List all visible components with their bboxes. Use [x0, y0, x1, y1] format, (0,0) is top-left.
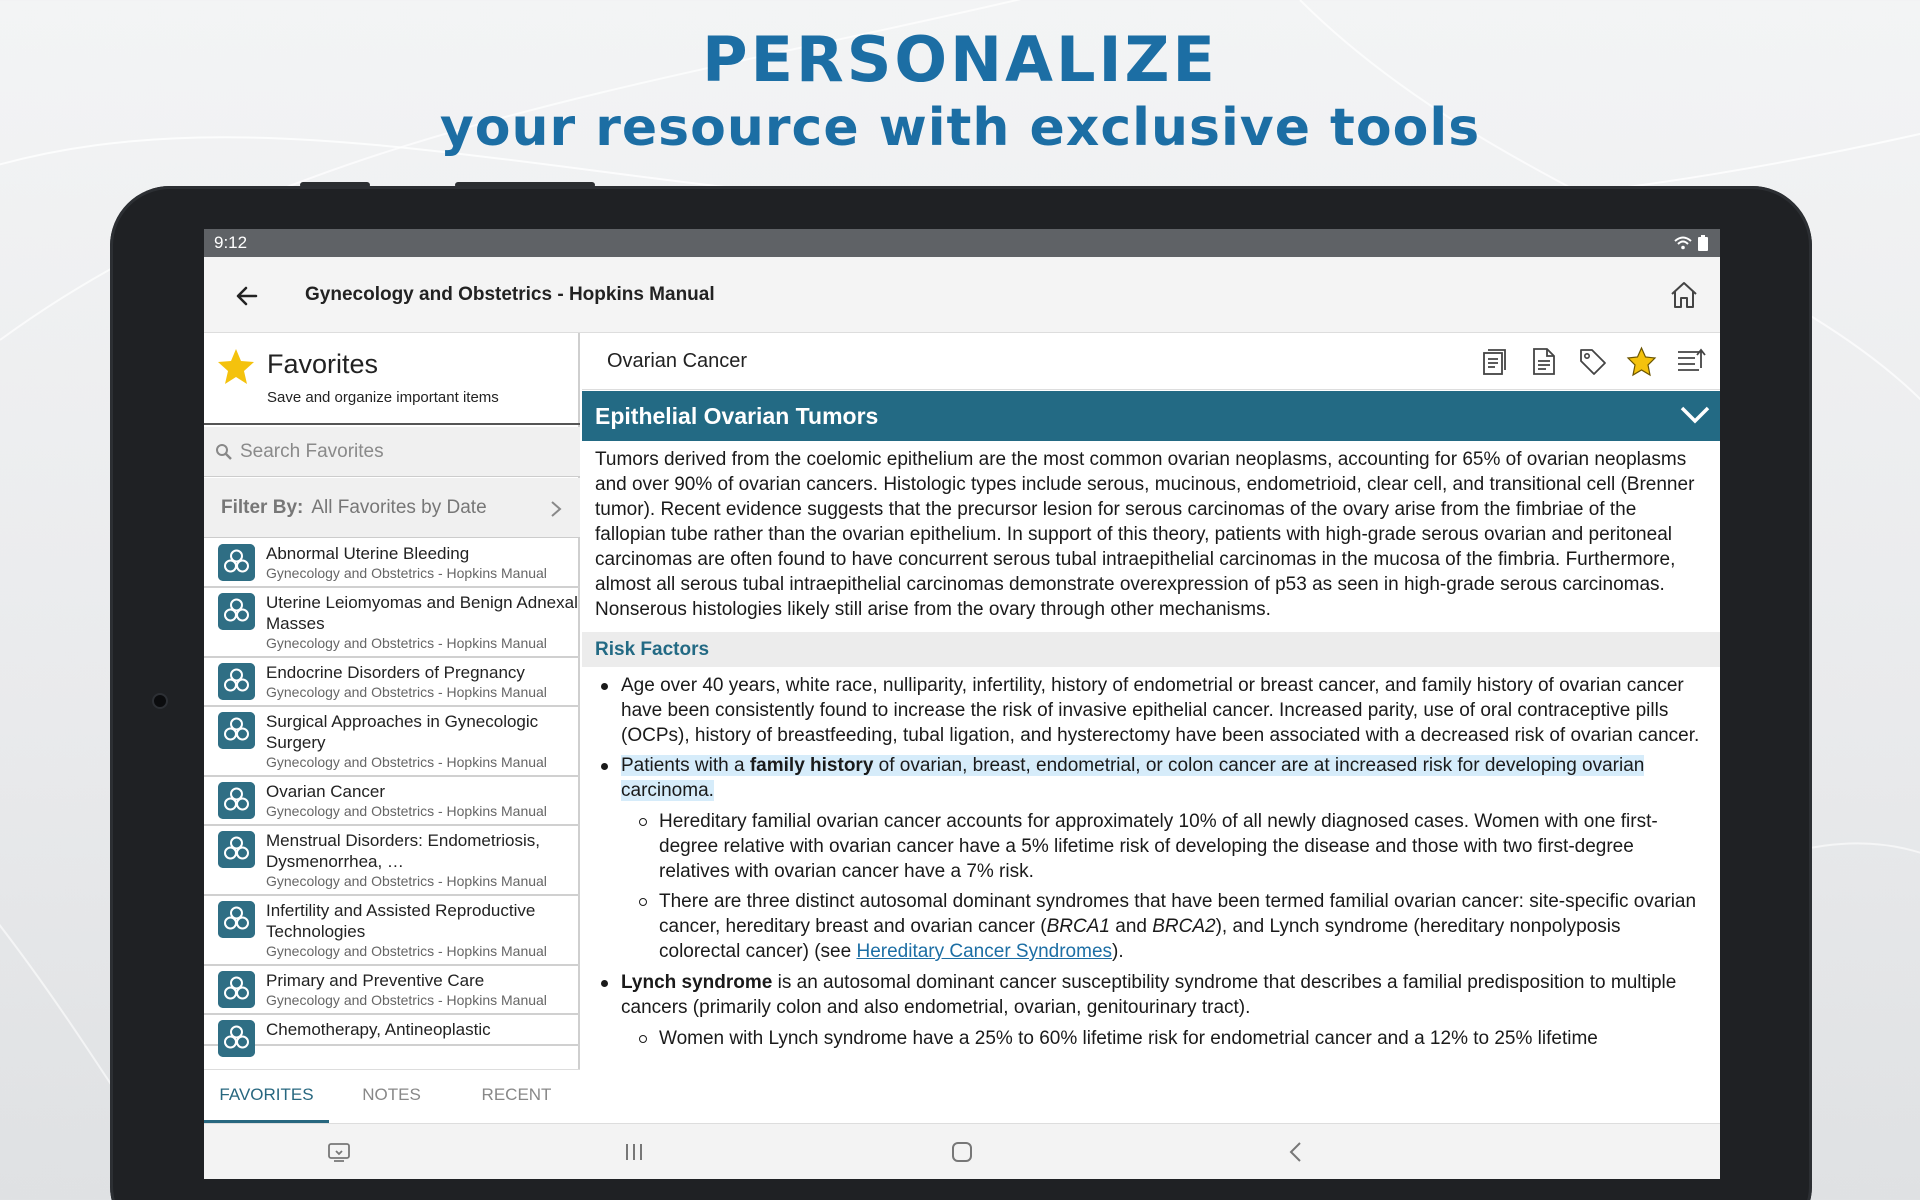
content-type-icon — [218, 971, 255, 1008]
list-item[interactable] — [204, 896, 580, 966]
section-header[interactable] — [582, 391, 1720, 441]
lynch-sublist — [621, 1026, 1704, 1051]
list-item-title: Menstrual Disorders: Endometriosis, Dysmenorrhea, … — [266, 831, 540, 871]
back-nav-icon[interactable] — [1284, 1140, 1308, 1164]
list-item-source: Gynecology and Obstetrics - Hopkins Manual — [266, 684, 547, 700]
list-item-source: Gynecology and Obstetrics - Hopkins Manual — [266, 873, 547, 889]
syndromes-and: and — [1109, 916, 1153, 937]
bullet2-pre: Patients with a — [621, 755, 750, 776]
search-icon — [215, 443, 233, 461]
list-item-source: Gynecology and Obstetrics - Hopkins Manual — [266, 565, 547, 581]
bullet2-post: of ovarian, breast, endometrial, or colon cancer are at increased risk for developing ovarian carcinoma. — [621, 755, 1645, 801]
status-bar — [204, 229, 1720, 257]
content-type-icon — [218, 712, 255, 749]
list-item-title: Primary and Preventive Care — [266, 971, 485, 990]
list-item[interactable] — [204, 658, 580, 707]
favorites-list — [204, 539, 580, 1069]
content-header — [582, 333, 1720, 390]
tablet-camera — [152, 693, 168, 709]
home-nav-icon[interactable] — [950, 1140, 974, 1164]
star-icon — [216, 347, 256, 387]
tab-favorites[interactable]: FAVORITES — [204, 1070, 329, 1124]
favorite-star-icon[interactable] — [1626, 346, 1657, 377]
system-nav-bar — [204, 1123, 1720, 1179]
filter-selector[interactable] — [204, 478, 580, 538]
topic-title: Ovarian Cancer — [607, 350, 748, 372]
brca1-term: BRCA1 — [1046, 916, 1110, 937]
promo-heading — [0, 24, 1920, 160]
back-arrow-icon[interactable] — [232, 281, 262, 311]
hereditary-cancer-syndromes-link[interactable]: Hereditary Cancer Syndromes — [856, 941, 1113, 962]
search-placeholder: Search Favorites — [240, 441, 384, 462]
list-item-title: Surgical Approaches in Gynecologic Surgery — [266, 712, 539, 752]
content-type-icon — [218, 901, 255, 938]
article-body — [582, 441, 1720, 1057]
app-bar — [204, 257, 1720, 333]
brca2-term: BRCA2 — [1152, 916, 1216, 937]
filter-value: All Favorites by Date — [311, 497, 487, 518]
content-type-icon — [218, 544, 255, 581]
battery-icon — [1698, 235, 1708, 251]
lynch-syndrome-term: Lynch syndrome — [621, 972, 773, 993]
list-item-source: Gynecology and Obstetrics - Hopkins Manual — [266, 635, 547, 651]
home-icon[interactable] — [1668, 279, 1700, 311]
hereditary-bullet: Hereditary familial ovarian cancer accounts for approximately 10% of all newly diagnosed cases. Women with one first-degree relative with ovarian cancer have a 5% lifetime risk of developing the disease and those with two first-degree relatives with ovarian cancer have a 7% risk. — [621, 809, 1704, 884]
chevron-right-icon — [550, 500, 562, 518]
lynch-risk-bullet: Women with Lynch syndrome have a 25% to 60% lifetime risk for endometrial cancer and a 12% to 25% lifetime — [621, 1026, 1704, 1051]
promo-subline: your resource with exclusive tools — [439, 98, 1481, 158]
status-time: 9:12 — [214, 233, 248, 252]
list-item[interactable] — [204, 777, 580, 826]
highlighted-text[interactable] — [621, 755, 1644, 801]
list-item-title: Endocrine Disorders of Pregnancy — [266, 663, 525, 682]
content-panel — [582, 333, 1720, 1123]
note-icon[interactable] — [1528, 346, 1559, 377]
list-item[interactable] — [204, 826, 580, 896]
syndromes-text-b: ), and Lynch syndrome (hereditary nonpolyposis colorectal cancer) (see — [659, 916, 1621, 962]
tab-recent[interactable]: RECENT — [481, 1085, 552, 1104]
content-type-icon — [218, 1020, 255, 1057]
list-item-source: Gynecology and Obstetrics - Hopkins Manual — [266, 943, 547, 959]
list-item-title: Uterine Leiomyomas and Benign Adnexal Masses — [266, 593, 578, 633]
list-item-title: Ovarian Cancer — [266, 782, 386, 801]
tag-icon[interactable] — [1577, 346, 1608, 377]
favorites-header — [204, 333, 580, 425]
table-of-contents-icon[interactable] — [1675, 346, 1706, 377]
list-item[interactable] — [204, 1015, 580, 1046]
bottom-tabs — [204, 1069, 580, 1123]
lynch-text: is an autosomal dominant cancer susceptibility syndrome that describes a familial predisposition to multiple cancers (primarily colon and also endometrial, ovarian, genitourinary tract). — [621, 972, 1677, 1018]
content-type-icon — [218, 663, 255, 700]
syndromes-text-c: ). — [1112, 941, 1124, 962]
intro-paragraph: Tumors derived from the coelomic epithelium are the most common ovarian neoplasms, accounting for 65% of ovarian neoplasms and over 90% of ovarian cancers. Histologic types include serous, mucinous, endometrioid, clear cell, and transitional cell (Brenner tumor). Recent evidence suggests that the precursor lesion for serous carcinomas of the ovary arise from the fimbriae of the fallopian tube rather than the ovarian epithelium. In support of this theory, patients with high-grade serous ovarian and peritoneal carcinomas are often found to have concurrent serous tubal intraepithelial carcinomas in the mucosa of the fimbria. Furthermore, almost all serous tubal intraepithelial carcinomas demonstrate overexpression of p53 as seen in high-grade serous carcinomas. Nonserous histologies likely still arise from the ovary through other mechanisms. — [595, 449, 1695, 620]
content-toolbar — [1479, 346, 1706, 377]
content-type-icon — [218, 831, 255, 868]
risk-factors-list — [595, 673, 1704, 1051]
family-history-sublist — [621, 809, 1704, 964]
risk-factors-heading: Risk Factors — [582, 632, 1720, 667]
risk-bullet-lynch — [595, 970, 1704, 1051]
list-item[interactable] — [204, 966, 580, 1015]
collapse-chevron-icon[interactable] — [1680, 405, 1710, 425]
tab-notes[interactable]: NOTES — [362, 1085, 421, 1104]
risk-bullet-family-history — [595, 753, 1704, 964]
family-history-term: family history — [749, 755, 874, 776]
app-title: Gynecology and Obstetrics - Hopkins Manual — [305, 284, 715, 305]
syndromes-text-a: There are three distinct autosomal dominant syndromes that have been termed familial ovarian cancer: site-specific ovarian cancer, hereditary breast and ovarian cancer ( — [659, 891, 1697, 937]
favorites-subtitle: Save and organize important items — [267, 389, 499, 406]
content-type-icon — [218, 782, 255, 819]
list-item[interactable] — [204, 707, 580, 777]
risk-bullet-age: Age over 40 years, white race, nulliparity, infertility, history of endometrial or breast cancer, and family history of ovarian cancer have been consistently found to increase the risk of invasive epithelial cancer. Increased parity, use of oral contraceptive pills (OCPs), history of breastfeeding, tubal ligation, and hysterectomy have been associated with a decreased risk of ovarian cancer. — [595, 673, 1704, 748]
filter-label: Filter By: — [221, 497, 304, 518]
device-screen — [204, 229, 1720, 1179]
outline-icon[interactable] — [1479, 346, 1510, 377]
list-item-title: Abnormal Uterine Bleeding — [266, 544, 470, 563]
list-item-source: Gynecology and Obstetrics - Hopkins Manual — [266, 803, 547, 819]
section-title: Epithelial Ovarian Tumors — [595, 403, 879, 429]
list-item-title: Chemotherapy, Antineoplastic — [266, 1020, 491, 1039]
search-favorites-input[interactable] — [204, 427, 580, 477]
promo-headline: PERSONALIZE — [702, 23, 1218, 96]
list-item-source: Gynecology and Obstetrics - Hopkins Manual — [266, 992, 547, 1008]
list-item-source: Gynecology and Obstetrics - Hopkins Manual — [266, 754, 547, 770]
list-item[interactable] — [204, 588, 580, 658]
screenshot-keyboard-icon[interactable] — [327, 1140, 351, 1164]
list-item-title: Infertility and Assisted Reproductive Technologies — [266, 901, 536, 941]
recent-apps-icon[interactable] — [622, 1140, 646, 1164]
favorites-panel — [204, 333, 580, 1123]
syndromes-bullet — [621, 889, 1704, 964]
list-item[interactable] — [204, 539, 580, 588]
content-type-icon — [218, 593, 255, 630]
favorites-title: Favorites — [267, 349, 379, 379]
wifi-icon — [1674, 236, 1692, 250]
